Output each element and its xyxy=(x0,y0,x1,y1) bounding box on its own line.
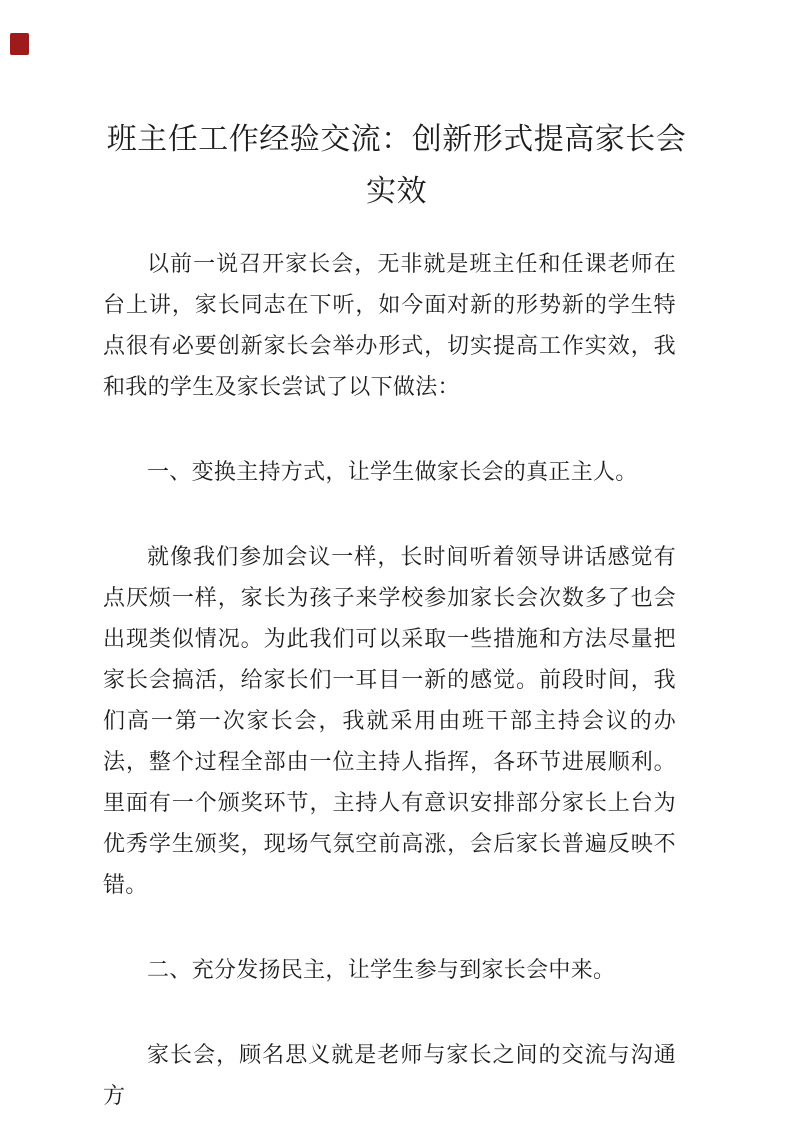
title-line-2: 实效 xyxy=(366,175,427,208)
paragraph-intro: 以前一说召开家长会，无非就是班主任和任课老师在台上讲，家长同志在下听，如今面对新的形势新的学生特点很有必要创新家长会举办形式，切实提高工作实效，我和我的学生及家长尝试了以下做法： xyxy=(103,251,676,399)
paragraph-section-1: 就像我们参加会议一样，长时间听着领导讲话感觉有点厌烦一样，家长为孩子来学校参加家长会次数多了也会出现类似情况。为此我们可以采取一些措施和方法尽量把家长会搞活，给家长们一耳目一新的感觉。前段时间，我们高一第一次家长会，我就采用由班干部主持会议的办法，整个过程全部由一位主持人指挥，各环节进展顺利。里面有一个颁奖环节，主持人有意识安排部分家长上台为优秀学生颁奖，现场气氛空前高涨，会后家长普遍反映不错。 xyxy=(103,544,676,897)
paragraph-heading-2: 二、充分发扬民主，让学生参与到家长会中来。 xyxy=(147,957,616,982)
paragraph-section-2: 家长会，顾名思义就是老师与家长之间的交流与沟通方 xyxy=(103,1042,676,1108)
document-body xyxy=(103,243,676,1116)
paragraph-heading-1: 一、变换主持方式，让学生做家长会的真正主人。 xyxy=(147,459,638,484)
title-line-1: 班主任工作经验交流：创新形式提高家长会 xyxy=(106,123,687,156)
document-title xyxy=(0,114,793,218)
red-logo-mark xyxy=(10,33,29,55)
